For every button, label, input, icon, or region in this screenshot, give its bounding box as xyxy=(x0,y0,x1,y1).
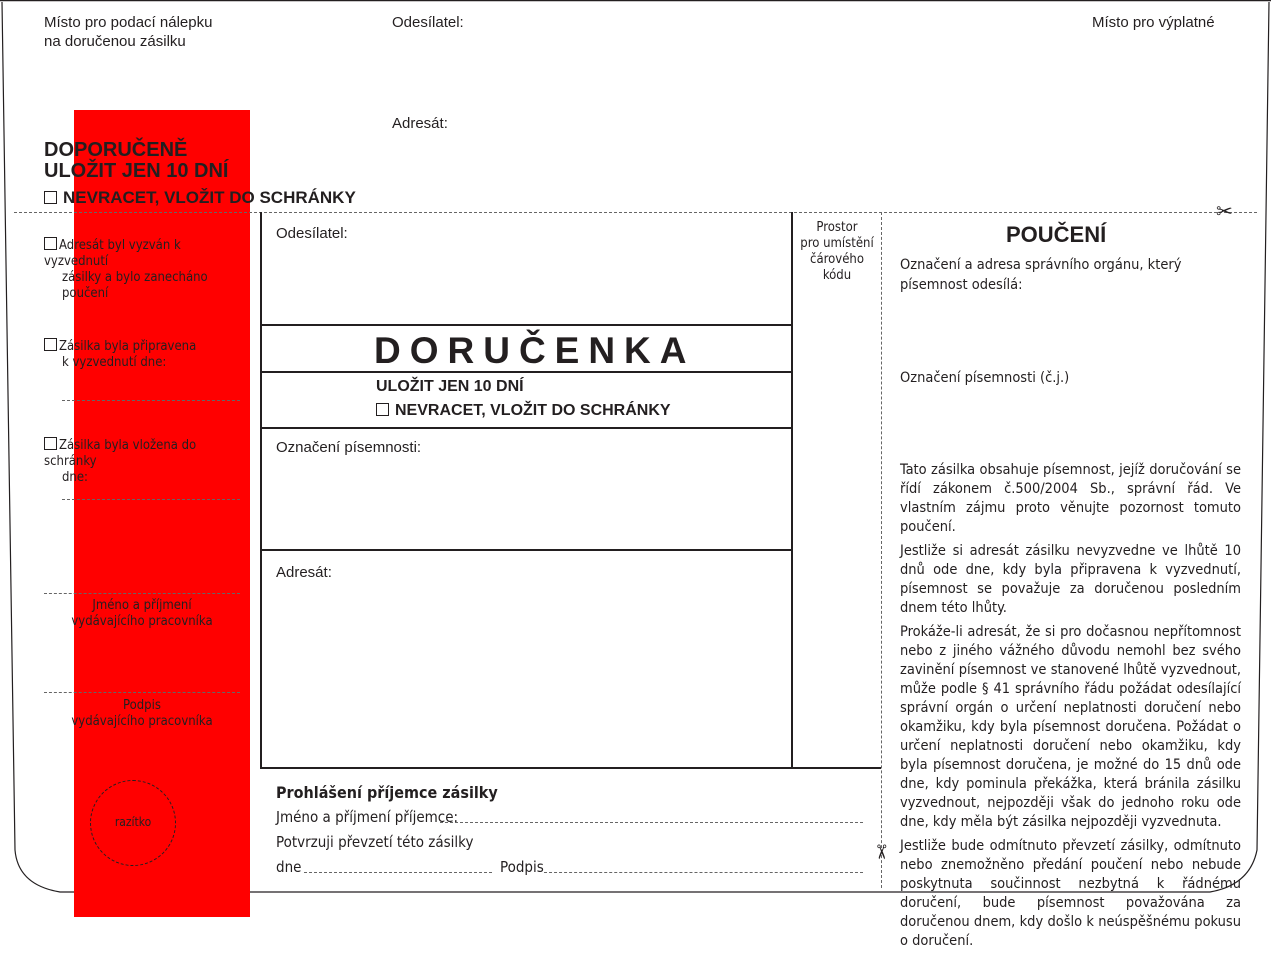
barcode-place-label: Prostor pro umístění čárového kódu xyxy=(800,220,874,283)
instructions-paragraph: Prokáže-li adresát, že si pro dočasnou nepřítomnost nebo z jiného vážného důvodu nemohl bez svého zavinění písemnost ve stanovené lhůtě vyzvednout, může podle § 41 správního řádu požádat odesílající správní orgán o určení neplatnosti doručení nebo okamžiku, kdy byla písemnost doručena. Požádat o určení neplatnosti doručení nebo okamžiku, kdy byla písemnost doručena, je možné do 15 dnů ode dne, kdy pominula překážka, která bránila zásilku vyzvednout, nejpozději však do jednoho roku ode dne, kdy měla být zásilka nejpozději vyzvednuta. xyxy=(900,624,1241,830)
row-divider xyxy=(260,324,793,326)
receipt-form xyxy=(260,212,793,769)
clerk-sign-label: Podpis vydávajícího pracovníka xyxy=(71,698,213,729)
receipt-store-line: ULOŽIT JEN 10 DNÍ xyxy=(376,378,524,395)
postage-place-label: Místo pro výplatné xyxy=(1092,14,1215,31)
instructions-paragraph: Tato zásilka obsahuje písemnost, jejíž doručování se řídí zákonem č.500/2004 Sb., správní řád. Ve vlastním zájmu proto věnujte pozornost tomuto poučení. xyxy=(900,462,1241,535)
sign-line[interactable] xyxy=(544,872,863,873)
no-return-option[interactable]: NEVRACET, VLOŽIT DO SCHRÁNKY xyxy=(44,188,356,208)
row-divider xyxy=(260,427,793,429)
checkbox[interactable] xyxy=(376,403,389,416)
instructions-paragraph: Jestliže bude odmítnuto převzetí zásilky, odmítnuto nebo znemožněno předání poučení nebo nebude poskytnuta součinnost nezbytná k řádnému doručení, bude písemnost považována za doručenou dnem, kdy došlo k neúspěšnému pokusu o doručení. xyxy=(900,838,1241,949)
store-line: ULOŽIT JEN 10 DNÍ xyxy=(44,160,229,182)
receipt-title: DORUČENKA xyxy=(374,330,696,371)
check-item-mailbox[interactable]: Zásilka byla vložena do schránky dne: xyxy=(44,438,197,485)
row-divider xyxy=(260,371,793,373)
barcode-divider xyxy=(791,212,793,769)
checkbox[interactable] xyxy=(44,437,57,450)
clerk-sign-line[interactable] xyxy=(44,692,240,693)
authority-label: Označení a adresa správního orgánu, který písemnost odesílá: xyxy=(900,257,1182,293)
declaration-title: Prohlášení příjemce zásilky xyxy=(276,783,498,802)
check-item-prepared[interactable]: Zásilka byla připravena k vyzvednutí dne: xyxy=(44,338,244,371)
receipt-no-return-option[interactable]: NEVRACET, VLOŽIT DO SCHRÁNKY xyxy=(376,401,671,421)
instructions-text xyxy=(900,461,1241,956)
clerk-name-line[interactable] xyxy=(44,593,240,594)
scissors-icon: ✂ xyxy=(869,843,892,861)
checkbox[interactable] xyxy=(44,338,57,351)
scissors-icon: ✂ xyxy=(1216,201,1233,223)
check-item-called[interactable]: Adresát byl vyzván k vyzvednutí zásilky a bylo zanecháno poučení xyxy=(44,238,208,301)
envelope-sender-label: Odesílatel: xyxy=(392,14,464,31)
recipient-name-line[interactable] xyxy=(440,822,863,823)
envelope-addressee-label: Adresát: xyxy=(392,115,448,132)
receipt-sender-label: Odesílatel: xyxy=(276,225,348,242)
cut-line xyxy=(881,212,882,888)
form-bottom-line xyxy=(791,767,881,769)
date-line[interactable] xyxy=(62,499,240,500)
doc-ref-label: Označení písemnosti (č.j.) xyxy=(900,370,1070,386)
checkbox[interactable] xyxy=(44,237,57,250)
checkbox[interactable] xyxy=(44,191,57,204)
date-line[interactable] xyxy=(304,872,492,873)
row-divider xyxy=(260,549,793,551)
sign-label: Podpis xyxy=(500,858,544,876)
stamp-label: razítko xyxy=(114,815,152,829)
registered-line: DOPORUČENĚ xyxy=(44,139,188,161)
instructions-paragraph: Jestliže si adresát zásilku nevyzvedne ve lhůtě 10 dnů ode dne, kdy byla připravena k vyzvednutí, písemnost se považuje za doručenou posledním dnem této lhůty. xyxy=(900,543,1241,616)
sticker-place-label: Místo pro podací nálepku na doručenou zásilku xyxy=(44,14,213,50)
receipt-addressee-label: Adresát: xyxy=(276,564,332,581)
date-label: dne xyxy=(276,858,302,876)
clerk-name-label: Jméno a příjmení vydávajícího pracovníka xyxy=(71,598,213,629)
instructions-title: POUČENÍ xyxy=(1006,222,1107,247)
confirm-label: Potvrzuji převzetí této zásilky xyxy=(276,833,474,851)
doc-label: Označení písemnosti: xyxy=(276,439,422,456)
date-line[interactable] xyxy=(62,400,240,401)
recipient-name-label: Jméno a příjmení příjemce: xyxy=(276,808,459,826)
registered-mark xyxy=(44,140,228,182)
